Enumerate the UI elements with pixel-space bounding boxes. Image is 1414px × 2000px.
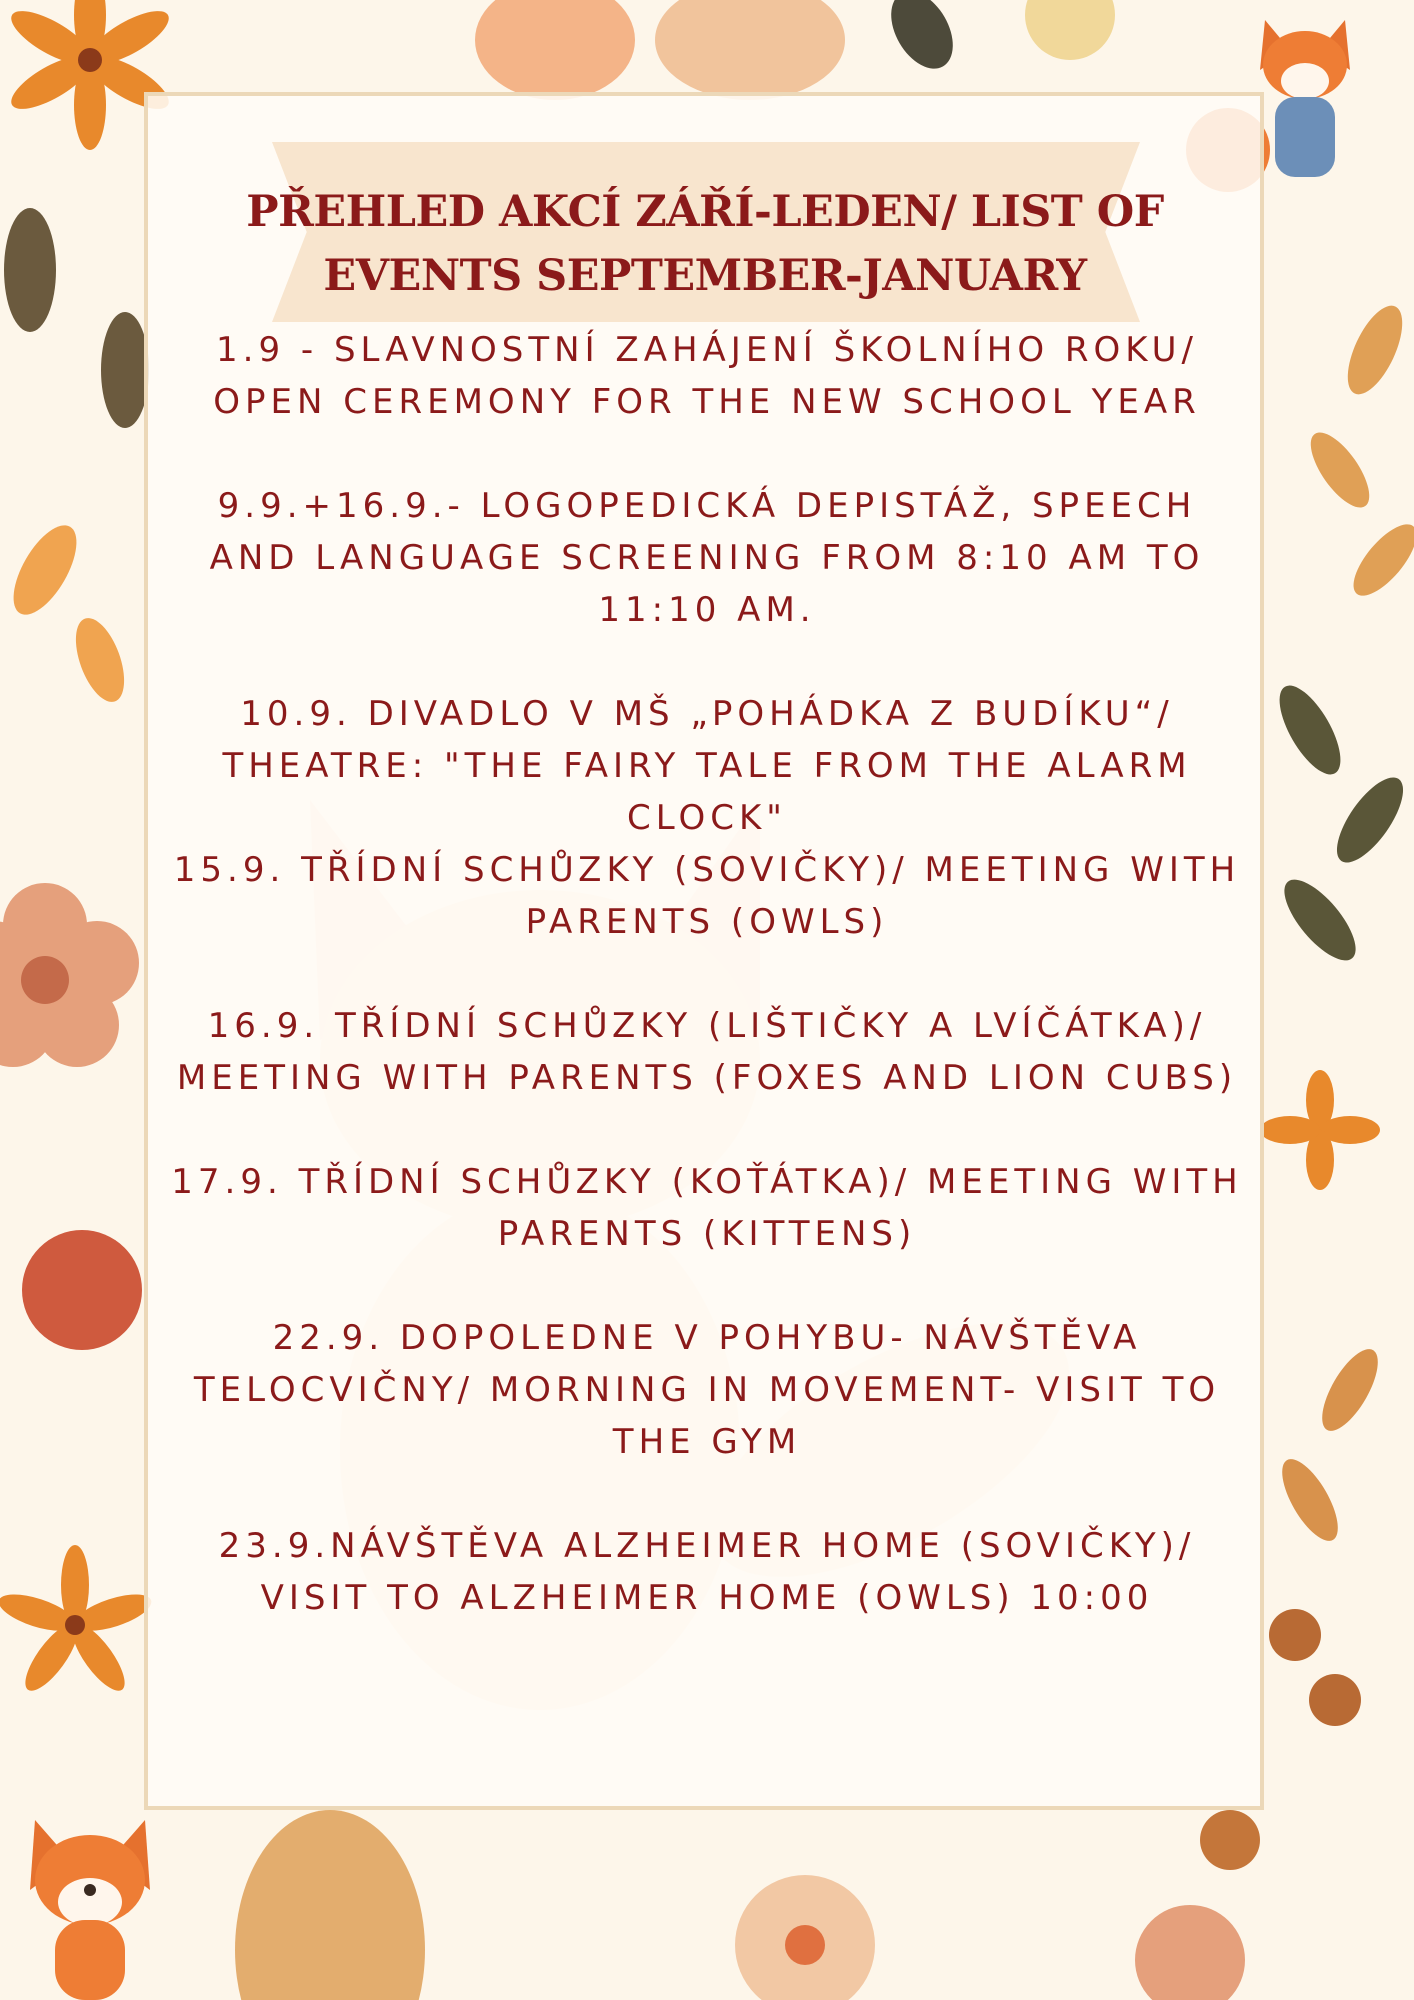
event-item: 15.9. TŘÍDNÍ SCHŮZKY (SOVIČKY)/ MEETING WITH PARENTS (OWLS) (173, 850, 1241, 942)
flower-icon (0, 883, 139, 1067)
event-item: 1.9 - SLAVNOSTNÍ ZAHÁJENÍ ŠKOLNÍHO ROKU/ OPEN CEREMONY FOR THE NEW SCHOOL YEAR (213, 330, 1201, 422)
leaf-icon (1337, 298, 1414, 402)
event-item: 9.9.+16.9.- LOGOPEDICKÁ DEPISTÁŽ, SPEECH AND LANGUAGE SCREENING FROM 8:10 AM TO 11:10 AM. (209, 486, 1205, 630)
flower-icon (0, 1545, 155, 1698)
leaf-icon (1325, 768, 1414, 873)
event-list (170, 324, 1244, 1624)
berry-icon (1309, 1674, 1361, 1726)
flower-icon (1260, 1070, 1380, 1190)
leaf-icon (66, 612, 134, 708)
pumpkin-icon (655, 0, 845, 100)
event-item: 16.9. TŘÍDNÍ SCHŮZKY (LIŠTIČKY A LVÍČÁTKA)/ MEETING WITH PARENTS (FOXES AND LION CUBS) (176, 1006, 1238, 1098)
seed-icon (4, 208, 56, 332)
berry-icon (1269, 1609, 1321, 1661)
leaf-icon (1273, 869, 1368, 971)
berry-icon (1200, 1810, 1260, 1870)
leaf-icon (1271, 1451, 1348, 1549)
berry-icon (1025, 0, 1115, 60)
leaf-icon (1311, 1341, 1388, 1439)
leaf-icon (1343, 515, 1414, 606)
flower-icon (1135, 1905, 1245, 2000)
event-item: 17.9. TŘÍDNÍ SCHŮZKY (KOŤÁTKA)/ MEETING WITH PARENTS (KITTENS) (171, 1162, 1243, 1254)
leaf-icon (878, 0, 965, 79)
event-item: 23.9.NÁVŠTĚVA ALZHEIMER HOME (SOVIČKY)/ VISIT TO ALZHEIMER HOME (OWLS) 10:00 (218, 1526, 1196, 1618)
pumpkin-icon (475, 0, 635, 100)
fox-icon (1260, 20, 1350, 177)
event-item: 22.9. DOPOLEDNE V POHYBU- NÁVŠTĚVA TELOCVIČNY/ MORNING IN MOVEMENT- VISIT TO THE GYM (193, 1318, 1221, 1462)
event-item: 10.9. DIVADLO V MŠ „POHÁDKA Z BUDÍKU“/ THEATRE: "THE FAIRY TALE FROM THE ALARM CLOCK" (222, 694, 1192, 838)
leaf-icon (1, 516, 89, 625)
fox-icon (30, 1820, 150, 2000)
seed-icon (101, 312, 149, 428)
pumpkin-icon (235, 1810, 425, 2000)
leaf-icon (1268, 677, 1353, 784)
pomegranate-icon (22, 1230, 142, 1350)
page-title: PŘEHLED AKCÍ ZÁŘÍ-LEDEN/ LIST OF EVENTS SEPTEMBER-JANUARY (246, 187, 1164, 301)
leaf-icon (1300, 424, 1380, 517)
